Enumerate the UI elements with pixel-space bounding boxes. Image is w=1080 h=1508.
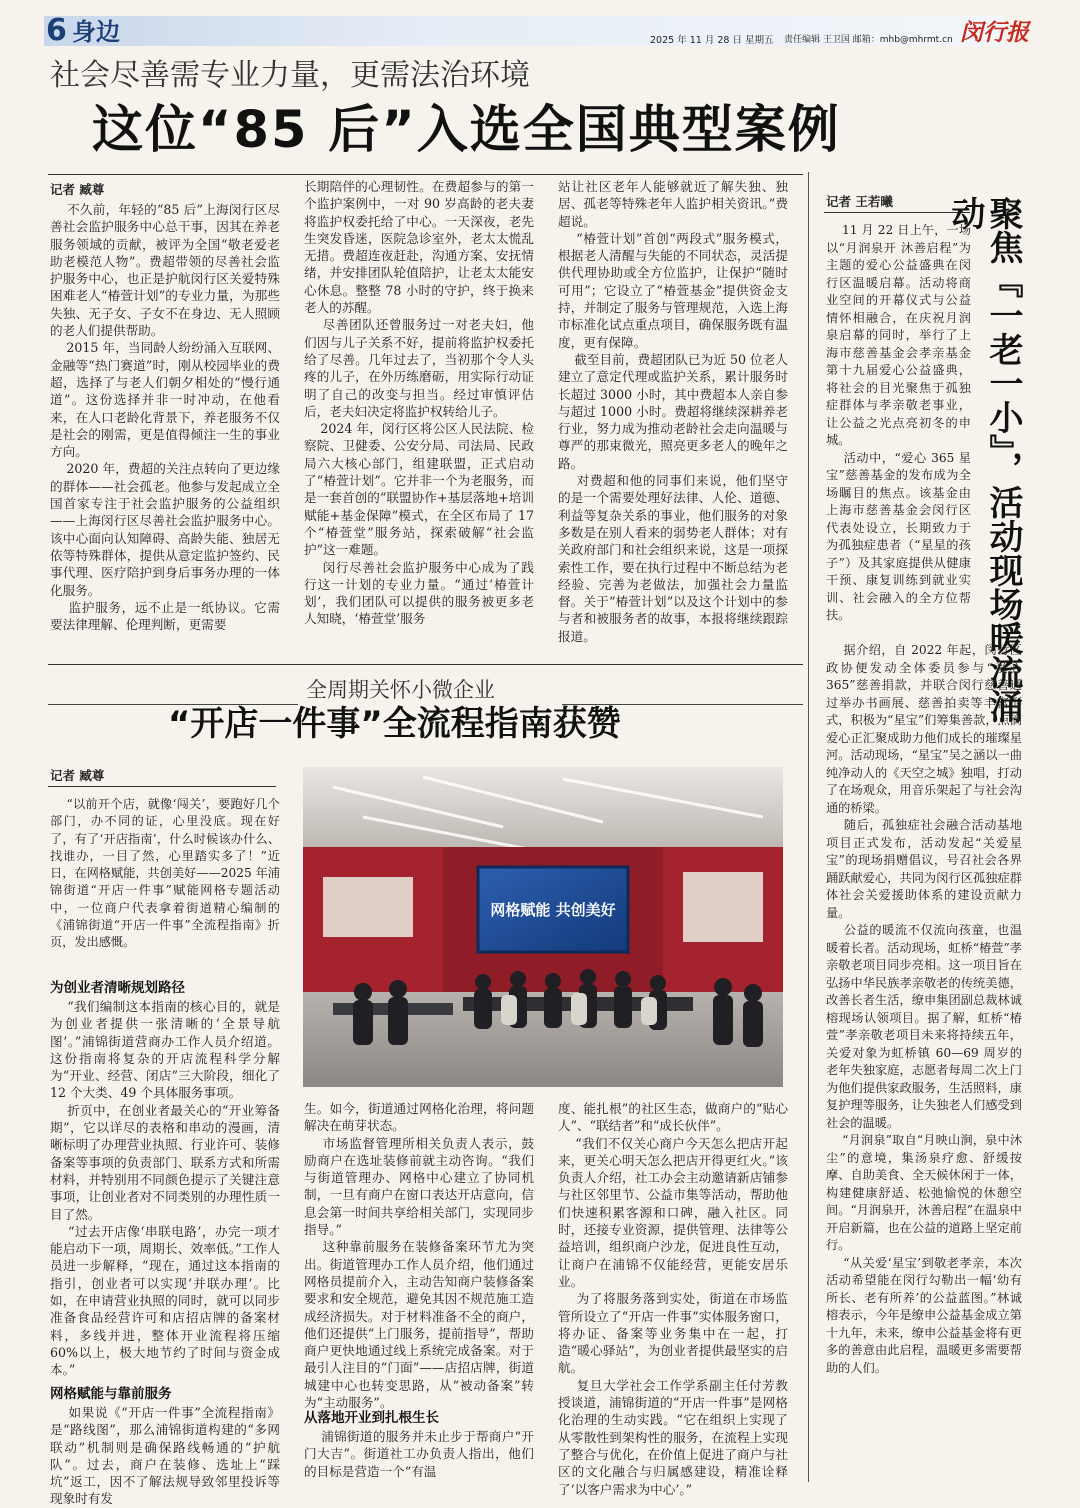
photo-banner-text: 网格赋能 共创美好 xyxy=(490,901,616,919)
page-number: 6 xyxy=(46,13,67,48)
event-photo xyxy=(303,767,783,1087)
subhead-taking-root: 从落地开业到扎根生长 xyxy=(304,1410,439,1426)
side-column-divider xyxy=(808,172,809,1482)
headline-divider xyxy=(48,174,803,175)
second-column-1b: 如果说《“开店一件事”全流程指南》是“路线图”，那么浦锦街道构建的“多网联动”机制则是确保路线畅通的“护航队”。过去，商户在装修、选址上“踩坑”返工，因不了解法规导致邻里投诉等现象时有发 xyxy=(50,1405,280,1507)
lead-headline: 这位“85 后”入选全国典型案例 xyxy=(92,101,841,160)
side-headline: 聚焦『一老一小』，活动现场暖流涌动 xyxy=(945,196,1023,723)
side-lead-text: 11 月 22 日上午，一场以“月润泉开 沐善启程”为主题的爱心公益盛典在闵行区温暖启幕。活动将商业空间的开幕仪式与公益情怀相融合，在庆祝月润泉启幕的同时，举行了上海市慈善基金会孝亲基金第十九届爱心公益盛典，将社会的目光聚焦于孤独症群体与孝亲敬老事业，让公益之光点亮初冬的申城。 活动中，“爱心 365 星宝”慈善基金的发布成为全场瞩目的焦点。该基金由上海市慈善基金会闵行区代表处设立，长期致力于为孤独症患者（“星星的孩子”）及其家庭提供从健康干预、康复训练到就业实训、社会融入的全方位帮扶。 xyxy=(826,223,972,622)
second-intro: “以前开个店，就像‘闯关’，要跑好几个部门，办不同的证，心里没底。现在好了，有了‘开店指南’，什么时候该办什么、找谁办，一目了然，心里踏实多了！”近日，在网格赋能，共创美好——2025 年浦锦街道“开店一件事”赋能网格专题活动中，一位商户代表拿着街道精心编制的《浦锦街道“开店一件事”全流程指南》折页，发出感慨。 xyxy=(50,797,280,950)
second-column-2: 生。如今，街道通过网格化治理，将问题解决在萌芽状态。 市场监督管理所相关负责人表示，鼓励商户在选址装修前就主动咨询。“我们与街道管理办、网格中心建立了协同机制，一旦有商户在窗口表达开店意向，信息会第一时间共享给相关部门，实现同步指导。” 这种靠前服务在装修备案环节尤为突出。街道管理办工作人员介绍，他们通过网格员提前介入，主动告知商户装修备案要求和安全规范，避免其因不规范施工造成经济损失。对于材料准备不全的商户，他们还提供“上门服务，提前指导”，帮助商户更快地通过线上系统完成备案。对于最引人注目的“门面”——店招店牌，街道城建中心也转变思路，从“被动备案”转为“主动服务”。 xyxy=(304,1101,535,1411)
section-name: 身边 xyxy=(72,18,120,46)
second-byline: 记者 臧尊 xyxy=(50,768,105,783)
event-photo-illustration xyxy=(303,767,783,1087)
second-column-1a: “我们编制这本指南的核心目的，就是为创业者提供一张清晰的‘全景导航图’。”浦锦街道营商办工作人员介绍道。这份指南将复杂的开店流程科学分解为“开业、经营、闭店”三大阶段，细化了 12 个大类、49 个具体服务事项。 折页中，在创业者最关心的“开业筹备期”，它以详尽的表格和串动的漫画，清晰标明了办理营业执照、行业许可、装修备案等事项的负责部门、联系方式和所需材料，并特别用不同颜色提示了关键注意事项，让创业者对不同类别的办理性质一目了然。 “过去开店像‘串联电路’，办完一项才能启动下一项，周期长、效率低。”工作人员进一步解释，“现在，通过这本指南的指引，创业者可以实现‘并联办理’。比如，在申请营业执照的同时，就可以同步准备食品经营许可和店招店牌的备案材料，多线并进，整体开业流程将压缩 60%以上，极大地节约了时间与资金成本。” xyxy=(50,999,280,1378)
lead-column-1: 不久前，年轻的“85 后”上海闵行区尽善社会监护服务中心总干事，因其在养老服务领域的贡献，被评为全国“敬老爱老助老模范人物”。费超带领的尽善社会监护服务中心，也正是护航闵行区关爱特殊困难老人“椿萱计划”的专业力量，为那些失独、无子女、子女不在身边、无人照顾的老人们提供帮助。 2015 年，当同龄人纷纷涌入互联网、金融等“热门赛道”时，刚从校园毕业的费超，选择了与老人们朝夕相处的“慢行通道”。这份选择并非一时冲动，在他看来，在人口老龄化背景下，养老服务不仅是社会的刚需，更是值得倾注一生的事业方向。 2020 年，费超的关注点转向了更边缘的群体——社会孤老。他参与发起成立全国首家专注于社会监护服务的公益组织——上海闵行区尽善社会监护服务中心。该中心面向认知障碍、高龄失能、独居无依等特殊群体，提供从意定监护签约、民事代理、医疗陪护到身后事务办理的一体化服务。 监护服务，远不止是一纸协议。它需要法律理解、伦理判断，更需要 xyxy=(50,202,281,633)
second-byline-rule xyxy=(48,786,276,787)
second-column-3: 度、能扎根”的社区生态，做商户的“贴心人”、“联结者”和“成长伙伴”。 “我们不仅关心商户今天怎么把店开起来，更关心明天怎么把店开得更红火。”该负责人介绍，社工办会主动邀请新店铺参与社区邻里节、公益市集等活动，帮助他们快速积累客源和口碑，融入社区。同时，还接专业资源，提供管理、法律等公益培训，组织商户沙龙，促进良性互动，让商户在浦锦不仅能经营，更能安居乐业。 为了将服务落到实处，街道在市场监管所设立了“开店一件事”实体服务窗口，将办证、备案等业务集中在一起，打造“暖心驿站”，为创业者提供最坚实的启航。 复旦大学社会工作学系副主任付芳教授谈道，浦锦街道的“开店一件事”是网格化治理的生动实践。“它在组织上实现了从零散性到架构性的服务，在流程上实现了整合与优化，在价值上促进了商户与社区的文化融合与归属感建设，精准诠释了‘以客户需求为中心’。” xyxy=(558,1101,789,1497)
subhead-grid-empowerment: 网格赋能与靠前服务 xyxy=(50,1386,172,1402)
newspaper-logo: 闵行报 xyxy=(960,19,1029,46)
side-byline: 记者 王若曦 xyxy=(826,194,893,209)
page-header xyxy=(0,0,1080,52)
second-article-top-rule xyxy=(48,664,803,665)
lead-kicker: 社会尽善需专业力量，更需法治环境 xyxy=(50,58,530,93)
header-date: 2025 年 11 月 28 日 星期五 xyxy=(650,35,774,46)
header-editor: 责任编辑 王卫国 邮箱：mhb@mhrmt.cn xyxy=(784,35,953,45)
second-kicker: 全周期关怀小微企业 xyxy=(306,678,495,702)
lead-column-2: 长期陪伴的心理韧性。在费超参与的第一个监护案例中，一对 90 岁高龄的老夫妻将监护权委托给了中心。一天深夜，老先生突发昏迷，医院急诊室外，老太太慌乱无措。费超连夜赶赴，沟通方案、安抚情绪，并安排团队轮值陪护，让老太太能安心休息。整整 78 小时的守护，终于换来老人的苏醒。 尽善团队还曾服务过一对老夫妇，他们因与儿子关系不好，提前将监护权委托给了尽善。几年过去了，当初那个令人头疼的儿子，在外历练磨砺，用实际行动证明了自己的改变与担当。经过审慎评估后，老夫妇决定将监护权转给儿子。 2024 年，闵行区将公区人民法院、检察院、卫健委、公安分局、司法局、民政局六大核心部门，组建联盟，正式启动了“椿萱计划”。它并非一个为老服务，而是一套首创的“联盟协作+基层落地+培训赋能+基金保障”模式，在全区布局了 17 个“椿萱堂”服务站，探索破解“社会监护”这一难题。 闵行尽善社会监护服务中心成为了践行这一计划的专业力量。“通过‘椿萱计划’，我们团队可以提供的服务被更多老人知晓，‘椿萱堂’服务 xyxy=(304,179,535,627)
subhead-planning-path: 为创业者清晰规划路径 xyxy=(50,980,185,996)
second-column-2b: 浦锦街道的服务并未止步于帮商户“开门大吉”。街道社工办负责人指出，他们的目标是营造一个“有温 xyxy=(304,1429,534,1479)
lead-byline: 记者 臧尊 xyxy=(50,182,105,197)
lead-column-3: 站让社区老年人能够就近了解失独、独居、孤老等特殊老年人监护相关资讯。”费超说。 “椿萱计划”首创“两段式”服务模式，根据老人清醒与失能的不同状态，灵活提供代理协助或全方位监护，让保护“随时可用”；它设立了“椿萱基金”提供资金支持，并制定了服务与管理规范，入选上海市标准化试点重点项目，确保服务既有温度，更有保障。 截至目前，费超团队已为近 50 位老人建立了意定代理或监护关系，累计服务时长超过 3000 小时，其中费超本人亲自参与超过 1000 小时。费超将继续深耕养老行业，努力成为推动老龄社会走向温暖与尊严的那束微光，照亮更多老人的晚年之路。 对费超和他的同事们来说，他们坚守的是一个需要处理好法律、人伦、道德、利益等复杂关系的事业，他们服务的对象多数是在别人看来的弱势老人群体；对有关政府部门和社会组织来说，这是一项探索性工作，要在执行过程中不断总结为老经验、完善为老做法，加强社会力量监督。关于“椿萱计划”以及这个计划中的参与者和被服务者的故事，本报将继续跟踪报道。 xyxy=(558,179,789,644)
second-headline: “开店一件事”全流程指南获赞 xyxy=(168,704,621,744)
side-body-text: 据介绍，自 2022 年起，闵行区政协便发动全体委员参与“爱心 365”慈善捐款，并联合闵行慈善通过举办书画展、慈善拍卖等丰富形式，积极为“星宝”们筹集善款，点滴爱心正汇聚成助力他们成长的璀璨星河。活动现场，“星宝”吴之涵以一曲纯净动人的《天空之城》独唱，打动了在场观众，用音乐架起了与社会沟通的桥梁。 随后，孤独症社会融合活动基地项目正式发布，活动发起“关爱星宝”的现场捐赠倡议，号召社会各界踊跃献爱心，共同为闵行区孤独症群体社会关爱援助体系的建设贡献力量。 公益的暖流不仅流向孩童，也温暖着长者。活动现场，虹桥“椿萱”孝亲敬老项目同步亮相。这一项目旨在弘扬中华民族孝亲敬老的传统美德，改善长者生活，缭申集团副总裁林诚榕现场认领项目。据了解，虹桥“椿萱”孝亲敬老项目未来将持续五年，关爱对象为虹桥镇 60—69 周岁的老年失独家庭，志愿者每周二次上门为他们提供家政服务，生活照料，康复护理等服务，让失独老人们感受到社会的温暖。 “月润泉”取自“月映山涧，泉中沐尘”的意境，集汤泉疗愈、舒缓按摩、自助美食、全天候休闲于一体，构建健康舒适、松弛愉悦的休憩空间。“月润泉开，沐善启程”在温泉中开启新篇，也在公益的道路上坚定前行。 “从关爱‘星宝’到敬老孝亲，本次活动希望能在闵行勾勒出一幅‘幼有所长、老有所养’的公益蓝图。”林诚榕表示，今年是缭申公益基金成立第十九年，未来，缭申公益基金将有更多的善意由此启程，温暖更多需要帮助的人们。 xyxy=(826,643,1023,1375)
